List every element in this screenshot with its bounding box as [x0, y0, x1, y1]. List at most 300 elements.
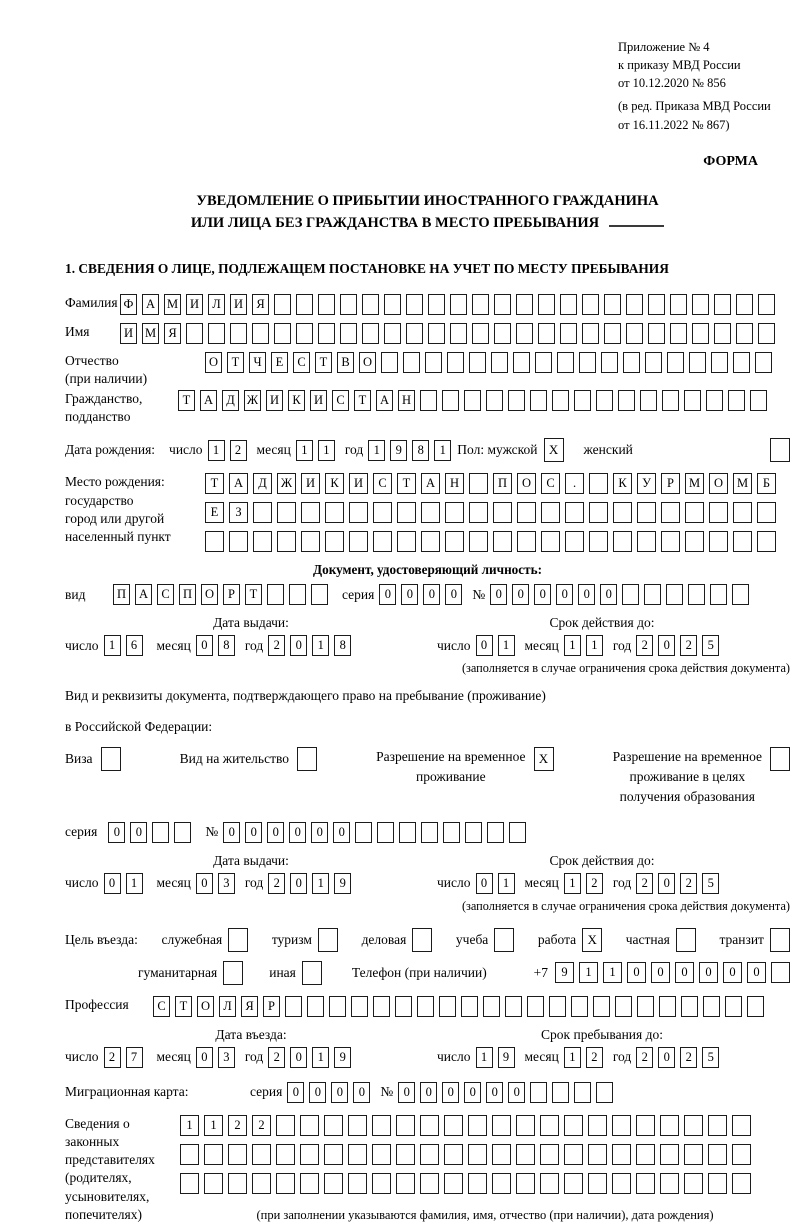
char-box[interactable]	[758, 294, 775, 315]
char-box[interactable]	[464, 390, 481, 411]
char-box[interactable]: 0	[445, 584, 462, 605]
char-box[interactable]	[406, 294, 423, 315]
char-box[interactable]	[571, 996, 588, 1017]
char-box[interactable]	[516, 1115, 535, 1136]
char-box[interactable]: Ж	[277, 473, 296, 494]
char-box[interactable]	[444, 1115, 463, 1136]
char-box[interactable]	[428, 294, 445, 315]
char-box[interactable]: 8	[412, 440, 429, 461]
char-box[interactable]: 0	[464, 1082, 481, 1103]
char-box[interactable]	[252, 323, 269, 344]
char-box[interactable]	[384, 294, 401, 315]
char-box[interactable]	[396, 1173, 415, 1194]
char-box[interactable]	[589, 473, 608, 494]
char-box[interactable]	[588, 1115, 607, 1136]
char-box[interactable]	[276, 1173, 295, 1194]
char-box[interactable]	[289, 584, 306, 605]
char-box[interactable]	[296, 294, 313, 315]
char-box[interactable]: С	[541, 473, 560, 494]
char-box[interactable]	[552, 390, 569, 411]
char-box[interactable]	[709, 502, 728, 523]
char-box[interactable]	[472, 323, 489, 344]
char-box[interactable]: Б	[757, 473, 776, 494]
char-box[interactable]	[596, 390, 613, 411]
char-box[interactable]	[340, 294, 357, 315]
char-box[interactable]: 1	[296, 440, 313, 461]
purpose-work-checkbox[interactable]: X	[582, 928, 602, 952]
char-box[interactable]: Д	[222, 390, 239, 411]
char-box[interactable]	[565, 502, 584, 523]
char-box[interactable]	[692, 294, 709, 315]
char-box[interactable]: С	[373, 473, 392, 494]
char-box[interactable]	[318, 294, 335, 315]
char-box[interactable]	[469, 473, 488, 494]
char-box[interactable]	[445, 502, 464, 523]
char-box[interactable]: 1	[312, 873, 329, 894]
char-box[interactable]: 9	[334, 873, 351, 894]
char-box[interactable]: 2	[252, 1115, 271, 1136]
char-box[interactable]: 2	[680, 1047, 697, 1068]
char-box[interactable]	[296, 323, 313, 344]
char-box[interactable]	[420, 1115, 439, 1136]
char-box[interactable]	[552, 1082, 569, 1103]
char-box[interactable]	[540, 1173, 559, 1194]
char-box[interactable]: З	[229, 502, 248, 523]
char-box[interactable]	[710, 584, 727, 605]
char-box[interactable]: 0	[130, 822, 147, 843]
char-box[interactable]	[447, 352, 464, 373]
purpose-humanitarian-checkbox[interactable]	[223, 961, 243, 985]
char-box[interactable]	[596, 1082, 613, 1103]
char-box[interactable]	[709, 531, 728, 552]
char-box[interactable]	[492, 1144, 511, 1165]
char-box[interactable]	[637, 502, 656, 523]
char-box[interactable]: И	[186, 294, 203, 315]
char-box[interactable]: 8	[218, 635, 235, 656]
char-box[interactable]: Т	[397, 473, 416, 494]
char-box[interactable]: 0	[658, 635, 675, 656]
char-box[interactable]: 0	[486, 1082, 503, 1103]
char-box[interactable]	[660, 1173, 679, 1194]
char-box[interactable]	[557, 352, 574, 373]
char-box[interactable]: Т	[245, 584, 262, 605]
char-box[interactable]: 0	[627, 962, 646, 983]
char-box[interactable]	[613, 502, 632, 523]
char-box[interactable]: Ч	[249, 352, 266, 373]
char-box[interactable]	[307, 996, 324, 1017]
char-box[interactable]	[540, 1115, 559, 1136]
char-box[interactable]	[513, 352, 530, 373]
char-box[interactable]: 6	[126, 635, 143, 656]
char-box[interactable]: 1	[579, 962, 598, 983]
char-box[interactable]	[493, 502, 512, 523]
char-box[interactable]	[660, 1115, 679, 1136]
char-box[interactable]: А	[421, 473, 440, 494]
char-box[interactable]	[564, 1144, 583, 1165]
char-box[interactable]: 1	[564, 873, 581, 894]
char-box[interactable]	[516, 1173, 535, 1194]
char-box[interactable]: 1	[498, 873, 515, 894]
char-box[interactable]: 2	[636, 873, 653, 894]
char-box[interactable]	[728, 390, 745, 411]
char-box[interactable]	[692, 323, 709, 344]
char-box[interactable]	[373, 996, 390, 1017]
char-box[interactable]	[253, 502, 272, 523]
char-box[interactable]: .	[565, 473, 584, 494]
char-box[interactable]	[450, 294, 467, 315]
char-box[interactable]	[645, 352, 662, 373]
char-box[interactable]: М	[164, 294, 181, 315]
char-box[interactable]	[381, 352, 398, 373]
char-box[interactable]: 0	[423, 584, 440, 605]
char-box[interactable]	[623, 352, 640, 373]
char-box[interactable]	[486, 390, 503, 411]
char-box[interactable]	[421, 531, 440, 552]
char-box[interactable]	[428, 323, 445, 344]
char-box[interactable]: 2	[680, 873, 697, 894]
char-box[interactable]: 1	[312, 1047, 329, 1068]
char-box[interactable]: С	[332, 390, 349, 411]
char-box[interactable]: 0	[490, 584, 507, 605]
char-box[interactable]	[180, 1144, 199, 1165]
char-box[interactable]	[708, 1144, 727, 1165]
char-box[interactable]	[541, 502, 560, 523]
char-box[interactable]	[417, 996, 434, 1017]
char-box[interactable]: С	[293, 352, 310, 373]
char-box[interactable]	[311, 584, 328, 605]
char-box[interactable]	[732, 1144, 751, 1165]
char-box[interactable]	[399, 822, 416, 843]
char-box[interactable]	[612, 1115, 631, 1136]
char-box[interactable]: 9	[390, 440, 407, 461]
char-box[interactable]: К	[288, 390, 305, 411]
char-box[interactable]	[397, 531, 416, 552]
char-box[interactable]: 2	[680, 635, 697, 656]
char-box[interactable]: 2	[268, 635, 285, 656]
char-box[interactable]	[648, 294, 665, 315]
char-box[interactable]: 0	[104, 873, 121, 894]
char-box[interactable]: 1	[318, 440, 335, 461]
char-box[interactable]: 1	[434, 440, 451, 461]
char-box[interactable]: Ф	[120, 294, 137, 315]
char-box[interactable]	[516, 323, 533, 344]
char-box[interactable]	[274, 294, 291, 315]
char-box[interactable]: 0	[476, 635, 493, 656]
char-box[interactable]: Я	[241, 996, 258, 1017]
char-box[interactable]	[626, 323, 643, 344]
char-box[interactable]	[509, 822, 526, 843]
char-box[interactable]	[493, 531, 512, 552]
char-box[interactable]	[660, 1144, 679, 1165]
char-box[interactable]	[276, 1144, 295, 1165]
char-box[interactable]	[732, 584, 749, 605]
char-box[interactable]: 2	[268, 1047, 285, 1068]
char-box[interactable]: 1	[126, 873, 143, 894]
char-box[interactable]	[152, 822, 169, 843]
char-box[interactable]	[372, 1115, 391, 1136]
char-box[interactable]	[516, 1144, 535, 1165]
char-box[interactable]	[666, 584, 683, 605]
char-box[interactable]	[613, 531, 632, 552]
char-box[interactable]: 0	[401, 584, 418, 605]
char-box[interactable]: Р	[223, 584, 240, 605]
char-box[interactable]: 0	[747, 962, 766, 983]
char-box[interactable]	[274, 323, 291, 344]
char-box[interactable]	[362, 323, 379, 344]
char-box[interactable]	[395, 996, 412, 1017]
char-box[interactable]	[228, 1173, 247, 1194]
char-box[interactable]	[373, 502, 392, 523]
char-box[interactable]	[300, 1173, 319, 1194]
char-box[interactable]	[469, 531, 488, 552]
char-box[interactable]: 1	[603, 962, 622, 983]
char-box[interactable]	[325, 531, 344, 552]
char-box[interactable]: 5	[702, 873, 719, 894]
char-box[interactable]: 0	[196, 873, 213, 894]
char-box[interactable]: И	[120, 323, 137, 344]
char-box[interactable]: И	[266, 390, 283, 411]
char-box[interactable]	[589, 502, 608, 523]
purpose-other-checkbox[interactable]	[302, 961, 322, 985]
char-box[interactable]: М	[685, 473, 704, 494]
char-box[interactable]: К	[325, 473, 344, 494]
char-box[interactable]	[468, 1115, 487, 1136]
char-box[interactable]	[549, 996, 566, 1017]
char-box[interactable]	[612, 1173, 631, 1194]
char-box[interactable]	[588, 1144, 607, 1165]
char-box[interactable]: 1	[208, 440, 225, 461]
char-box[interactable]	[348, 1173, 367, 1194]
char-box[interactable]	[324, 1173, 343, 1194]
char-box[interactable]: О	[359, 352, 376, 373]
char-box[interactable]: 0	[420, 1082, 437, 1103]
char-box[interactable]	[637, 996, 654, 1017]
char-box[interactable]	[508, 390, 525, 411]
char-box[interactable]: 5	[702, 635, 719, 656]
char-box[interactable]	[637, 531, 656, 552]
char-box[interactable]	[593, 996, 610, 1017]
char-box[interactable]: 1	[564, 635, 581, 656]
char-box[interactable]	[465, 822, 482, 843]
char-box[interactable]	[714, 323, 731, 344]
char-box[interactable]	[340, 323, 357, 344]
char-box[interactable]	[736, 323, 753, 344]
char-box[interactable]	[324, 1144, 343, 1165]
char-box[interactable]: 1	[476, 1047, 493, 1068]
char-box[interactable]: 0	[290, 1047, 307, 1068]
char-box[interactable]: Т	[227, 352, 244, 373]
char-box[interactable]	[648, 323, 665, 344]
char-box[interactable]	[285, 996, 302, 1017]
char-box[interactable]	[230, 323, 247, 344]
char-box[interactable]	[277, 531, 296, 552]
char-box[interactable]	[396, 1115, 415, 1136]
char-box[interactable]	[711, 352, 728, 373]
char-box[interactable]: 7	[126, 1047, 143, 1068]
char-box[interactable]	[733, 502, 752, 523]
char-box[interactable]: 0	[196, 635, 213, 656]
char-box[interactable]	[300, 1115, 319, 1136]
char-box[interactable]: 0	[108, 822, 125, 843]
char-box[interactable]: 0	[578, 584, 595, 605]
char-box[interactable]	[626, 294, 643, 315]
char-box[interactable]: В	[337, 352, 354, 373]
char-box[interactable]: Н	[445, 473, 464, 494]
char-box[interactable]	[667, 352, 684, 373]
char-box[interactable]	[541, 531, 560, 552]
char-box[interactable]	[439, 996, 456, 1017]
char-box[interactable]	[252, 1173, 271, 1194]
char-box[interactable]	[377, 822, 394, 843]
char-box[interactable]	[747, 996, 764, 1017]
char-box[interactable]	[443, 822, 460, 843]
char-box[interactable]	[574, 390, 591, 411]
char-box[interactable]	[685, 502, 704, 523]
char-box[interactable]: М	[142, 323, 159, 344]
char-box[interactable]	[397, 502, 416, 523]
char-box[interactable]: 0	[223, 822, 240, 843]
char-box[interactable]	[351, 996, 368, 1017]
char-box[interactable]: О	[205, 352, 222, 373]
char-box[interactable]: Е	[271, 352, 288, 373]
char-box[interactable]	[372, 1173, 391, 1194]
char-box[interactable]	[689, 352, 706, 373]
char-box[interactable]: 2	[636, 635, 653, 656]
char-box[interactable]: 1	[368, 440, 385, 461]
char-box[interactable]: 8	[334, 635, 351, 656]
char-box[interactable]: 5	[702, 1047, 719, 1068]
char-box[interactable]	[714, 294, 731, 315]
temp-residence-checkbox[interactable]: X	[534, 747, 554, 771]
char-box[interactable]: 0	[508, 1082, 525, 1103]
char-box[interactable]	[618, 390, 635, 411]
char-box[interactable]	[472, 294, 489, 315]
char-box[interactable]	[253, 531, 272, 552]
char-box[interactable]: 2	[586, 873, 603, 894]
char-box[interactable]: 9	[334, 1047, 351, 1068]
char-box[interactable]: У	[637, 473, 656, 494]
char-box[interactable]: Л	[208, 294, 225, 315]
char-box[interactable]	[492, 1173, 511, 1194]
char-box[interactable]	[662, 390, 679, 411]
purpose-business-checkbox[interactable]	[228, 928, 248, 952]
char-box[interactable]	[329, 996, 346, 1017]
char-box[interactable]	[725, 996, 742, 1017]
char-box[interactable]: 0	[379, 584, 396, 605]
char-box[interactable]	[355, 822, 372, 843]
char-box[interactable]	[530, 1082, 547, 1103]
char-box[interactable]	[708, 1173, 727, 1194]
char-box[interactable]	[277, 502, 296, 523]
char-box[interactable]	[228, 1144, 247, 1165]
char-box[interactable]	[421, 822, 438, 843]
char-box[interactable]: 0	[267, 822, 284, 843]
char-box[interactable]: П	[113, 584, 130, 605]
char-box[interactable]	[540, 1144, 559, 1165]
char-box[interactable]	[684, 1115, 703, 1136]
char-box[interactable]	[755, 352, 772, 373]
char-box[interactable]	[688, 584, 705, 605]
char-box[interactable]: О	[201, 584, 218, 605]
char-box[interactable]	[384, 323, 401, 344]
char-box[interactable]	[670, 323, 687, 344]
char-box[interactable]	[348, 1115, 367, 1136]
char-box[interactable]	[758, 323, 775, 344]
char-box[interactable]	[601, 352, 618, 373]
char-box[interactable]: 0	[353, 1082, 370, 1103]
char-box[interactable]: 0	[398, 1082, 415, 1103]
char-box[interactable]	[604, 323, 621, 344]
char-box[interactable]	[517, 531, 536, 552]
char-box[interactable]	[579, 352, 596, 373]
char-box[interactable]: 0	[245, 822, 262, 843]
char-box[interactable]: 0	[723, 962, 742, 983]
char-box[interactable]	[736, 294, 753, 315]
char-box[interactable]: 0	[600, 584, 617, 605]
char-box[interactable]	[420, 390, 437, 411]
char-box[interactable]	[468, 1173, 487, 1194]
char-box[interactable]	[706, 390, 723, 411]
char-box[interactable]	[372, 1144, 391, 1165]
char-box[interactable]: Т	[354, 390, 371, 411]
char-box[interactable]	[276, 1115, 295, 1136]
char-box[interactable]	[349, 502, 368, 523]
char-box[interactable]: 0	[289, 822, 306, 843]
char-box[interactable]	[492, 1115, 511, 1136]
char-box[interactable]	[757, 531, 776, 552]
char-box[interactable]	[517, 502, 536, 523]
purpose-study-checkbox[interactable]	[494, 928, 514, 952]
char-box[interactable]	[204, 1144, 223, 1165]
char-box[interactable]: О	[517, 473, 536, 494]
char-box[interactable]: Д	[253, 473, 272, 494]
char-box[interactable]	[318, 323, 335, 344]
char-box[interactable]: А	[142, 294, 159, 315]
char-box[interactable]	[750, 390, 767, 411]
char-box[interactable]: Р	[661, 473, 680, 494]
char-box[interactable]: А	[376, 390, 393, 411]
purpose-tourism-checkbox[interactable]	[318, 928, 338, 952]
char-box[interactable]	[267, 584, 284, 605]
char-box[interactable]: К	[613, 473, 632, 494]
char-box[interactable]	[421, 502, 440, 523]
char-box[interactable]: 0	[290, 635, 307, 656]
char-box[interactable]: Т	[315, 352, 332, 373]
purpose-commercial-checkbox[interactable]	[412, 928, 432, 952]
char-box[interactable]	[732, 1115, 751, 1136]
char-box[interactable]	[406, 323, 423, 344]
char-box[interactable]	[636, 1173, 655, 1194]
char-box[interactable]	[684, 1144, 703, 1165]
char-box[interactable]	[622, 584, 639, 605]
char-box[interactable]	[588, 1173, 607, 1194]
char-box[interactable]: С	[157, 584, 174, 605]
char-box[interactable]	[494, 323, 511, 344]
char-box[interactable]	[640, 390, 657, 411]
char-box[interactable]: 0	[534, 584, 551, 605]
char-box[interactable]	[469, 502, 488, 523]
char-box[interactable]: 0	[287, 1082, 304, 1103]
char-box[interactable]	[582, 294, 599, 315]
char-box[interactable]	[396, 1144, 415, 1165]
char-box[interactable]: И	[310, 390, 327, 411]
char-box[interactable]	[538, 323, 555, 344]
char-box[interactable]: С	[153, 996, 170, 1017]
char-box[interactable]	[186, 323, 203, 344]
char-box[interactable]	[574, 1082, 591, 1103]
char-box[interactable]: Л	[219, 996, 236, 1017]
char-box[interactable]: 2	[228, 1115, 247, 1136]
